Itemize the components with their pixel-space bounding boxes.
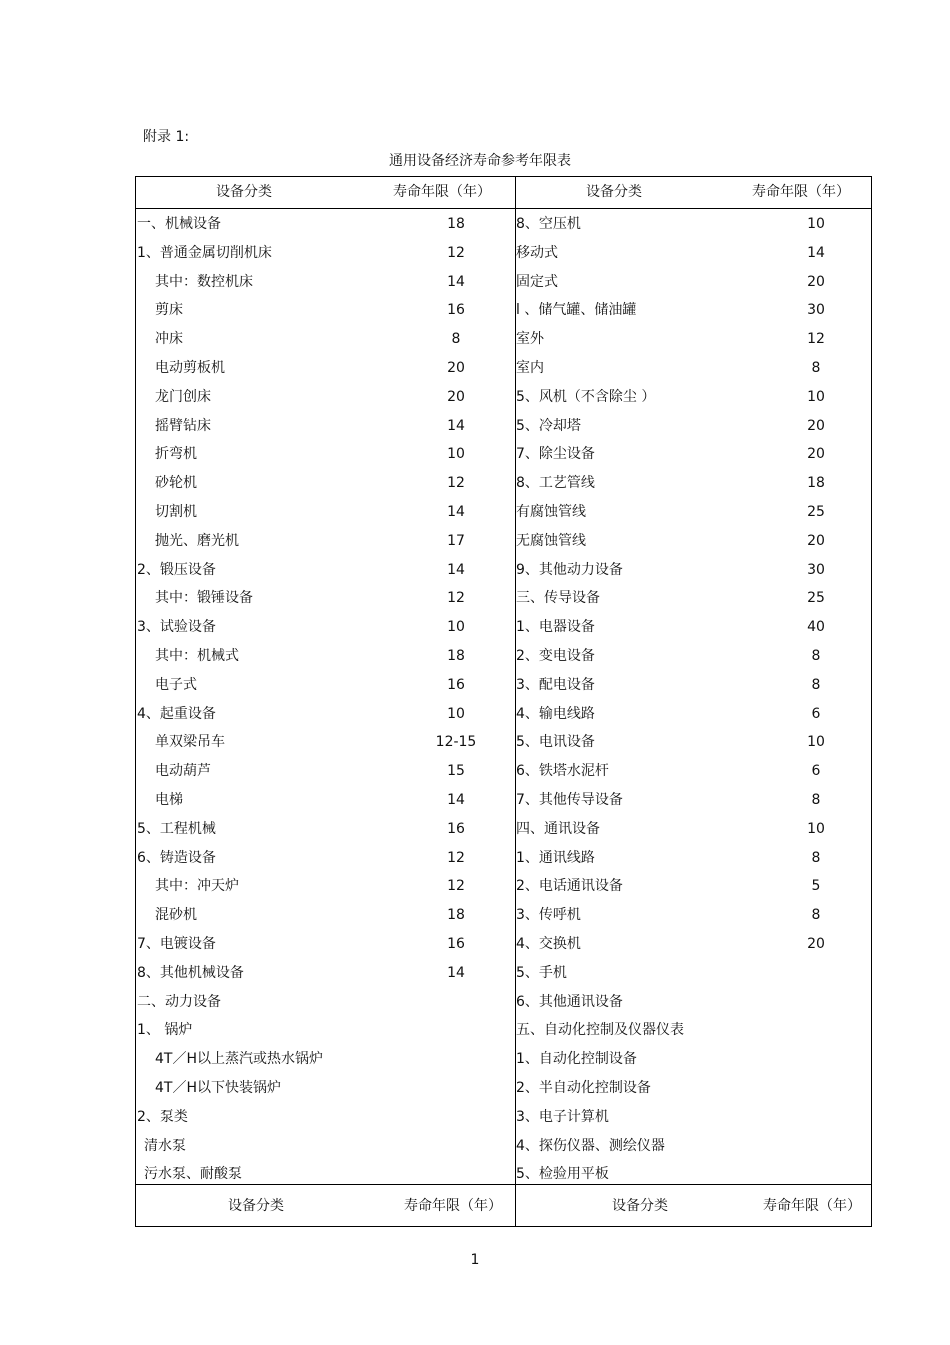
left-row-category: 其中：机械式: [155, 648, 239, 664]
left-row-years: 15: [447, 763, 465, 779]
right-row-years: 25: [807, 504, 825, 520]
left-row-years: 12: [447, 245, 465, 261]
appendix-label: 附录 1:: [143, 129, 190, 145]
right-row-years: 8: [811, 792, 821, 808]
right-row-years: 8: [811, 677, 821, 693]
right-row-years: 20: [807, 274, 825, 290]
left-row-years: 10: [447, 446, 465, 462]
left-row-category: 折弯机: [155, 446, 197, 462]
left-row-category: 二、动力设备: [137, 994, 221, 1010]
left-row-category: 单双梁吊车: [155, 734, 225, 750]
right-row-category: 4、输电线路: [516, 706, 595, 722]
left-row-category: 4、起重设备: [137, 706, 216, 722]
right-row-category: 有腐蚀管线: [516, 504, 586, 520]
header-right-life: 寿命年限（年）: [752, 184, 850, 200]
left-row-years: 12: [447, 590, 465, 606]
right-row-category: 7、除尘设备: [516, 446, 595, 462]
left-row-category: 2、锻压设备: [137, 562, 216, 578]
left-row-category: 电子式: [155, 677, 197, 693]
right-row-category: 8、工艺管线: [516, 475, 595, 491]
right-row-category: 3、电子计算机: [516, 1109, 609, 1125]
left-row-category: 电动葫芦: [155, 763, 211, 779]
left-row-category: 电动剪板机: [155, 360, 225, 376]
left-row-category: 一、机械设备: [137, 216, 221, 232]
left-row-category: 污水泵、耐酸泵: [144, 1166, 242, 1182]
right-row-category: 5、风机（不含除尘 ）: [516, 389, 656, 405]
right-row-years: 18: [807, 475, 825, 491]
left-row-years: 10: [447, 619, 465, 635]
left-row-category: 7、电镀设备: [137, 936, 216, 952]
right-row-years: 6: [811, 763, 821, 779]
right-row-years: 8: [811, 360, 821, 376]
right-row-category: 5、检验用平板: [516, 1166, 609, 1182]
left-row-years: 16: [447, 302, 465, 318]
header-right-category: 设备分类: [586, 184, 642, 200]
left-row-category: 其中：锻锤设备: [155, 590, 253, 606]
right-row-category: 6、其他通讯设备: [516, 994, 623, 1010]
right-row-category: 室外: [516, 331, 544, 347]
left-row-category: 4T／H以下快装锅炉: [155, 1080, 281, 1096]
right-row-years: 40: [807, 619, 825, 635]
left-row-years: 14: [447, 274, 465, 290]
right-row-category: 6、铁塔水泥杆: [516, 763, 609, 779]
right-row-years: 8: [811, 907, 821, 923]
left-row-category: 摇臂钻床: [155, 418, 211, 434]
left-row-category: 1、 锅炉: [137, 1022, 193, 1038]
left-row-category: 其中：数控机床: [155, 274, 253, 290]
right-row-category: 8、空压机: [516, 216, 581, 232]
right-row-years: 5: [811, 878, 821, 894]
footer-left-life: 寿命年限（年）: [404, 1198, 502, 1214]
right-row-years: 30: [807, 562, 825, 578]
right-row-years: 14: [807, 245, 825, 261]
left-row-years: 14: [447, 792, 465, 808]
right-row-category: 7、其他传导设备: [516, 792, 623, 808]
left-row-category: 5、工程机械: [137, 821, 216, 837]
right-row-years: 10: [807, 216, 825, 232]
left-row-category: 抛光、磨光机: [155, 533, 239, 549]
right-row-category: l 、储气罐、储油罐: [516, 302, 637, 318]
left-row-years: 12: [447, 878, 465, 894]
left-row-years: 14: [447, 504, 465, 520]
right-row-years: 20: [807, 418, 825, 434]
left-row-years: 14: [447, 562, 465, 578]
right-row-years: 30: [807, 302, 825, 318]
right-row-category: 四、通讯设备: [516, 821, 600, 837]
right-row-years: 8: [811, 648, 821, 664]
left-row-category: 其中：冲天炉: [155, 878, 239, 894]
left-row-years: 16: [447, 821, 465, 837]
left-row-years: 16: [447, 936, 465, 952]
left-row-category: 6、铸造设备: [137, 850, 216, 866]
left-row-years: 10: [447, 706, 465, 722]
life-table: [135, 176, 872, 1227]
right-row-years: 10: [807, 389, 825, 405]
left-row-years: 14: [447, 418, 465, 434]
left-row-category: 砂轮机: [155, 475, 197, 491]
right-row-category: 1、通讯线路: [516, 850, 595, 866]
right-row-category: 3、配电设备: [516, 677, 595, 693]
right-row-category: 2、变电设备: [516, 648, 595, 664]
left-row-years: 8: [451, 331, 461, 347]
right-row-years: 10: [807, 821, 825, 837]
right-row-category: 1、自动化控制设备: [516, 1051, 637, 1067]
left-row-years: 18: [447, 216, 465, 232]
left-row-years: 20: [447, 389, 465, 405]
left-row-category: 混砂机: [155, 907, 197, 923]
page-number: 1: [470, 1252, 480, 1268]
right-row-category: 2、半自动化控制设备: [516, 1080, 651, 1096]
footer-divider: [136, 1184, 871, 1185]
right-row-category: 五、自动化控制及仪器仪表: [516, 1022, 684, 1038]
left-row-years: 12: [447, 850, 465, 866]
header-left-category: 设备分类: [216, 184, 272, 200]
right-row-years: 20: [807, 936, 825, 952]
footer-right-category: 设备分类: [612, 1198, 668, 1214]
left-row-category: 4T／H以上蒸汽或热水锅炉: [155, 1051, 323, 1067]
left-row-years: 20: [447, 360, 465, 376]
document-title: 通用设备经济寿命参考年限表: [389, 153, 571, 169]
right-row-category: 2、电话通讯设备: [516, 878, 623, 894]
right-row-years: 10: [807, 734, 825, 750]
right-row-category: 三、传导设备: [516, 590, 600, 606]
right-row-category: 5、手机: [516, 965, 567, 981]
left-row-category: 8、其他机械设备: [137, 965, 244, 981]
footer-left-category: 设备分类: [228, 1198, 284, 1214]
right-row-category: 无腐蚀管线: [516, 533, 586, 549]
left-row-years: 18: [447, 648, 465, 664]
right-row-category: 5、冷却塔: [516, 418, 581, 434]
right-row-category: 3、传呼机: [516, 907, 581, 923]
left-row-category: 切割机: [155, 504, 197, 520]
footer-right-life: 寿命年限（年）: [763, 1198, 861, 1214]
left-row-years: 18: [447, 907, 465, 923]
left-row-category: 冲床: [155, 331, 183, 347]
left-row-years: 16: [447, 677, 465, 693]
left-row-category: 龙门创床: [155, 389, 211, 405]
right-row-years: 20: [807, 533, 825, 549]
left-row-category: 3、试验设备: [137, 619, 216, 635]
right-row-years: 20: [807, 446, 825, 462]
right-row-years: 6: [811, 706, 821, 722]
right-row-years: 25: [807, 590, 825, 606]
right-row-category: 4、交换机: [516, 936, 581, 952]
right-row-years: 12: [807, 331, 825, 347]
left-row-years: 14: [447, 965, 465, 981]
left-row-category: 电梯: [155, 792, 183, 808]
left-row-years: 17: [447, 533, 465, 549]
left-row-category: 1、普通金属切削机床: [137, 245, 272, 261]
left-row-years: 12-15: [435, 734, 477, 750]
right-row-category: 5、电讯设备: [516, 734, 595, 750]
right-row-category: 1、电器设备: [516, 619, 595, 635]
right-row-category: 固定式: [516, 274, 558, 290]
right-row-category: 4、探伤仪器、测绘仪器: [516, 1138, 665, 1154]
right-row-years: 8: [811, 850, 821, 866]
left-row-years: 12: [447, 475, 465, 491]
header-left-life: 寿命年限（年）: [393, 184, 491, 200]
right-row-category: 移动式: [516, 245, 558, 261]
right-row-category: 室内: [516, 360, 544, 376]
header-divider: [136, 208, 871, 209]
right-row-category: 9、其他动力设备: [516, 562, 623, 578]
left-row-category: 剪床: [155, 302, 183, 318]
left-row-category: 2、泵类: [137, 1109, 188, 1125]
left-row-category: 清水泵: [144, 1138, 186, 1154]
